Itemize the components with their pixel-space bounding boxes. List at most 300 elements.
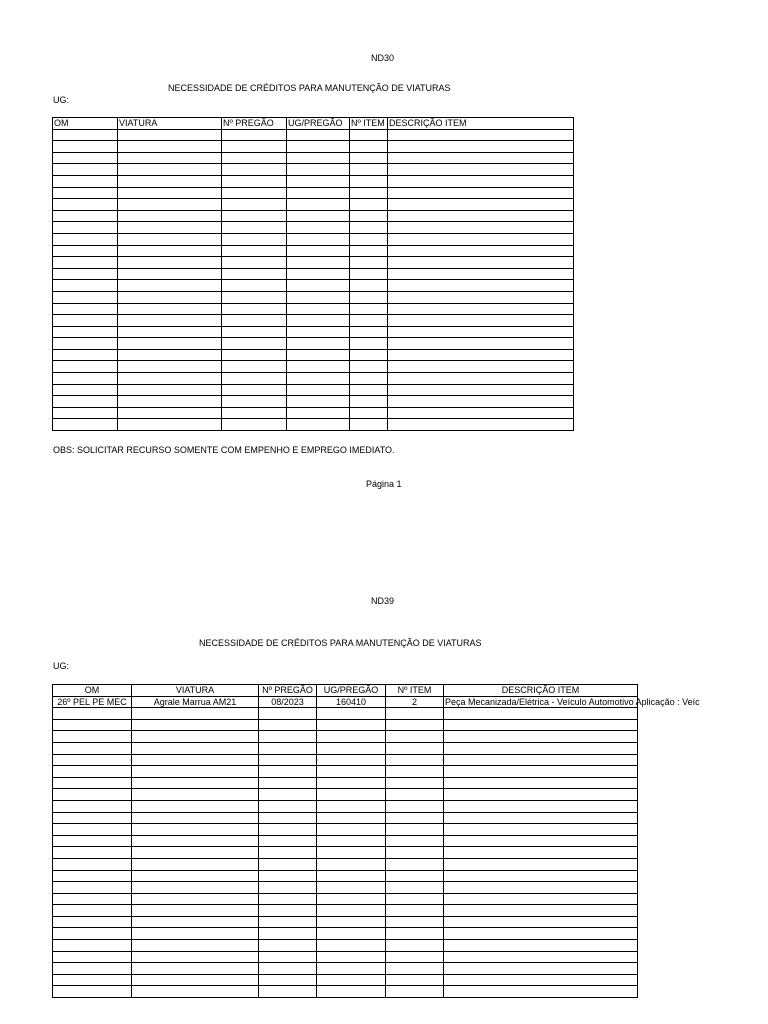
table-cell [118,175,222,187]
table-cell [53,210,118,222]
table-cell [222,175,287,187]
table-cell [259,742,317,754]
table-cell [53,326,118,338]
table-row [53,731,638,743]
cell-viatura: Agrale Marrua AM21 [132,696,259,708]
table-cell [287,233,350,245]
table-cell [388,384,574,396]
table-cell [317,916,386,928]
table-row [53,742,638,754]
table-cell [350,141,388,153]
table-cell [222,315,287,327]
table-cell [388,349,574,361]
table-cell [386,754,444,766]
table-cell [53,731,132,743]
table-cell [388,396,574,408]
table-row [53,291,574,303]
table-cell [350,210,388,222]
table-cell [350,373,388,385]
table-cell [287,141,350,153]
table-row [53,824,638,836]
table-row [53,141,574,153]
table-cell [222,187,287,199]
table-cell [118,315,222,327]
table-row [53,280,574,292]
table-cell [386,812,444,824]
table-cell [444,928,638,940]
table-row [53,696,638,708]
table-cell [53,187,118,199]
table-cell [132,882,259,894]
table-cell [287,419,350,431]
table-cell [287,268,350,280]
page2-header-row [53,685,638,697]
table-cell [386,835,444,847]
table-cell [118,326,222,338]
table-cell [287,407,350,419]
table-cell [386,963,444,975]
table-cell [317,719,386,731]
table-cell [53,708,132,720]
table-row [53,233,574,245]
page2-title: NECESSIDADE DE CRÉDITOS PARA MANUTENÇÃO DE VIATURAS [199,638,482,648]
table-cell [259,847,317,859]
table-row [53,858,638,870]
table-cell [287,257,350,269]
table-cell [317,708,386,720]
table-cell [222,199,287,211]
table-cell [317,777,386,789]
table-cell [259,963,317,975]
table-cell [132,986,259,998]
table-cell [222,141,287,153]
table-cell [444,858,638,870]
table-cell [388,326,574,338]
table-cell [317,812,386,824]
cell-pregao: 08/2023 [259,696,317,708]
table-cell [132,812,259,824]
page1-table [52,117,574,431]
table-row [53,847,638,859]
table-row [53,326,574,338]
table-cell [350,396,388,408]
table-cell [259,870,317,882]
page1-ug-label: UG: [53,95,70,105]
table-cell [287,245,350,257]
table-cell [350,268,388,280]
table-cell [53,928,132,940]
table-row [53,303,574,315]
table-cell [53,766,132,778]
table-cell [259,835,317,847]
table-row [53,419,574,431]
header-descricao: DESCRIÇÃO ITEM [388,118,574,130]
table-row [53,268,574,280]
table-cell [317,870,386,882]
table-cell [386,800,444,812]
table-cell [53,754,132,766]
table-cell [386,824,444,836]
table-cell [350,257,388,269]
table-cell [444,974,638,986]
table-cell [259,719,317,731]
table-cell [53,129,118,141]
page1-header-row [53,118,574,130]
table-cell [132,847,259,859]
table-row [53,951,638,963]
table-cell [53,419,118,431]
table-cell [444,893,638,905]
table-cell [53,835,132,847]
table-cell [222,210,287,222]
table-cell [53,951,132,963]
table-cell [444,870,638,882]
table-cell [444,963,638,975]
table-cell [132,719,259,731]
table-row [53,338,574,350]
table-cell [386,893,444,905]
table-cell [287,199,350,211]
table-row [53,396,574,408]
table-cell [53,789,132,801]
table-cell [222,361,287,373]
table-cell [350,245,388,257]
table-cell [118,349,222,361]
header-viatura: VIATURA [132,685,259,697]
table-cell [386,847,444,859]
table-cell [388,303,574,315]
table-cell [386,719,444,731]
table-cell [53,199,118,211]
table-cell [388,129,574,141]
table-cell [350,419,388,431]
table-cell [287,338,350,350]
table-cell [53,800,132,812]
table-cell [132,905,259,917]
header-ug-pregao: UG/PREGÃO [317,685,386,697]
table-cell [222,222,287,234]
table-row [53,928,638,940]
table-cell [259,882,317,894]
table-cell [259,800,317,812]
table-cell [53,233,118,245]
table-cell [259,858,317,870]
header-descricao: DESCRIÇÃO ITEM [444,685,638,697]
page1-title: NECESSIDADE DE CRÉDITOS PARA MANUTENÇÃO DE VIATURAS [168,83,451,93]
table-cell [388,407,574,419]
table-cell [118,419,222,431]
table-cell [350,129,388,141]
table-cell [53,882,132,894]
table-cell [53,824,132,836]
table-row [53,222,574,234]
table-cell [388,141,574,153]
table-cell [287,222,350,234]
header-ug-pregao: UG/PREGÃO [287,118,350,130]
table-cell [259,824,317,836]
table-cell [317,731,386,743]
table-row [53,199,574,211]
table-cell [287,361,350,373]
table-cell [287,210,350,222]
table-cell [53,986,132,998]
table-cell [53,963,132,975]
table-cell [388,315,574,327]
table-cell [132,731,259,743]
table-row [53,777,638,789]
table-cell [287,291,350,303]
table-cell [53,396,118,408]
table-cell [386,789,444,801]
table-cell [317,951,386,963]
table-row [53,916,638,928]
table-cell [386,731,444,743]
table-cell [259,986,317,998]
table-cell [53,349,118,361]
table-cell [388,268,574,280]
table-row [53,407,574,419]
table-row [53,719,638,731]
header-item: Nº ITEM [350,118,388,130]
table-cell [222,326,287,338]
table-cell [132,800,259,812]
table-row [53,187,574,199]
table-cell [259,916,317,928]
table-row [53,986,638,998]
table-row [53,129,574,141]
table-cell [317,974,386,986]
table-cell [317,940,386,952]
table-cell [350,291,388,303]
table-row [53,210,574,222]
table-cell [118,187,222,199]
table-cell [132,893,259,905]
table-row [53,315,574,327]
table-row [53,789,638,801]
table-cell [287,373,350,385]
table-cell [350,152,388,164]
table-cell [53,268,118,280]
table-cell [259,812,317,824]
table-row [53,175,574,187]
table-cell [444,905,638,917]
table-cell [350,407,388,419]
table-cell [53,315,118,327]
table-cell [53,245,118,257]
cell-item: 2 [386,696,444,708]
table-cell [444,824,638,836]
table-cell [259,951,317,963]
table-cell [53,893,132,905]
table-cell [388,222,574,234]
table-cell [317,882,386,894]
table-cell [118,280,222,292]
table-cell [118,245,222,257]
table-cell [444,731,638,743]
table-cell [388,245,574,257]
table-cell [132,951,259,963]
table-cell [132,824,259,836]
table-row [53,882,638,894]
header-om: OM [53,118,118,130]
table-cell [317,858,386,870]
table-cell [259,928,317,940]
table-cell [118,199,222,211]
table-cell [317,928,386,940]
table-cell [118,164,222,176]
table-cell [118,268,222,280]
table-cell [386,940,444,952]
table-cell [132,928,259,940]
table-cell [388,187,574,199]
table-cell [386,882,444,894]
table-row [53,835,638,847]
table-cell [259,777,317,789]
table-cell [287,303,350,315]
table-cell [444,754,638,766]
table-cell [444,847,638,859]
table-cell [222,164,287,176]
table-cell [222,407,287,419]
header-pregao: Nº PREGÃO [222,118,287,130]
table-cell [222,303,287,315]
cell-om: 26º PEL PE MEC [53,696,132,708]
table-cell [287,315,350,327]
table-cell [222,349,287,361]
table-cell [287,349,350,361]
table-cell [53,384,118,396]
table-cell [317,789,386,801]
table-cell [444,916,638,928]
cell-ug-pregao: 160410 [317,696,386,708]
table-row [53,708,638,720]
table-cell [53,361,118,373]
table-cell [53,141,118,153]
table-cell [259,754,317,766]
table-row [53,361,574,373]
table-cell [350,361,388,373]
table-cell [53,847,132,859]
table-cell [118,210,222,222]
table-cell [53,291,118,303]
table-cell [118,303,222,315]
page1-footer: Página 1 [366,479,402,489]
table-cell [317,847,386,859]
table-cell [350,175,388,187]
table-cell [388,338,574,350]
table-cell [444,708,638,720]
page2-table [52,684,700,998]
table-cell [132,940,259,952]
table-cell [388,280,574,292]
table-cell [350,199,388,211]
table-cell [53,905,132,917]
table-cell [132,789,259,801]
table-cell [53,152,118,164]
table-cell [444,789,638,801]
table-cell [53,407,118,419]
table-cell [259,905,317,917]
table-cell [222,396,287,408]
table-cell [386,928,444,940]
table-cell [444,719,638,731]
table-cell [350,338,388,350]
table-cell [317,963,386,975]
table-cell [317,742,386,754]
table-cell [132,754,259,766]
table-row [53,812,638,824]
header-om: OM [53,685,132,697]
table-cell [350,222,388,234]
table-row [53,800,638,812]
table-cell [388,419,574,431]
table-cell [287,129,350,141]
table-cell [350,164,388,176]
table-cell [118,257,222,269]
table-cell [444,812,638,824]
table-cell [132,963,259,975]
table-cell [317,800,386,812]
table-cell [444,882,638,894]
table-cell [118,129,222,141]
table-cell [222,245,287,257]
table-cell [53,812,132,824]
table-cell [386,905,444,917]
table-cell [118,233,222,245]
table-cell [388,291,574,303]
table-cell [222,419,287,431]
table-cell [222,384,287,396]
table-cell [350,280,388,292]
table-cell [317,835,386,847]
table-cell [53,175,118,187]
table-cell [350,233,388,245]
table-cell [444,951,638,963]
page2-ug-label: UG: [53,661,70,671]
table-row [53,905,638,917]
cell-descricao-text: Peça Mecanizada/Elétrica - Veículo Automotivo Aplicação : Veíc [445,696,700,707]
table-row [53,245,574,257]
table-cell [287,384,350,396]
table-row [53,940,638,952]
table-cell [118,384,222,396]
header-pregao: Nº PREGÃO [259,685,317,697]
table-cell [132,742,259,754]
table-cell [132,870,259,882]
table-cell [386,951,444,963]
table-cell [386,766,444,778]
table-cell [386,858,444,870]
table-cell [118,338,222,350]
table-cell [444,940,638,952]
table-row [53,974,638,986]
table-cell [132,766,259,778]
table-cell [317,824,386,836]
table-row [53,257,574,269]
table-cell [118,407,222,419]
page2-nd-code: ND39 [371,596,395,606]
table-cell [388,164,574,176]
table-cell [53,257,118,269]
table-cell [53,858,132,870]
table-cell [222,257,287,269]
table-cell [259,766,317,778]
table-cell [388,199,574,211]
table-cell [444,800,638,812]
table-row [53,870,638,882]
table-cell [132,916,259,928]
table-row [53,384,574,396]
